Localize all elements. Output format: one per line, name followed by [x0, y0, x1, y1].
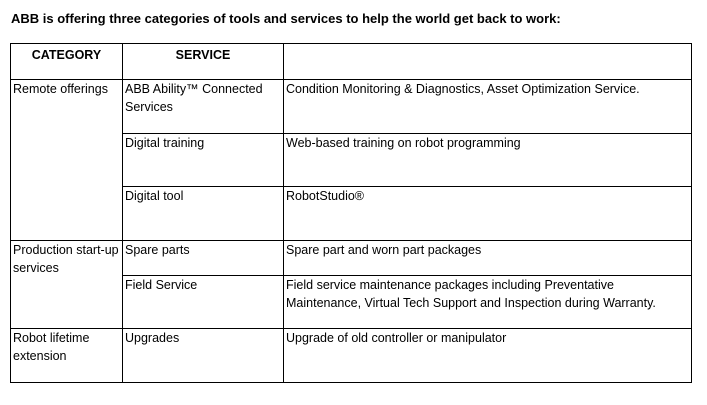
header-service: SERVICE: [123, 44, 284, 80]
description-cell: Field service maintenance packages including Preventative Maintenance, Virtual Tech Support and Inspection during Warranty.: [284, 276, 692, 329]
services-table: [10, 43, 692, 383]
page-heading: ABB is offering three categories of tools and services to help the world get back to work:: [11, 11, 561, 26]
category-cell: Remote offerings: [11, 80, 123, 241]
description-cell: RobotStudio®: [284, 187, 692, 241]
service-cell: Upgrades: [123, 329, 284, 383]
header-description: [284, 44, 692, 80]
service-cell: Digital training: [123, 134, 284, 187]
table-row: [11, 80, 692, 134]
header-category: CATEGORY: [11, 44, 123, 80]
category-cell: Robot lifetime extension: [11, 329, 123, 383]
table-row: [11, 329, 692, 383]
description-cell: Condition Monitoring & Diagnostics, Asset Optimization Service.: [284, 80, 692, 134]
description-cell: Web-based training on robot programming: [284, 134, 692, 187]
description-cell: Spare part and worn part packages: [284, 241, 692, 276]
service-cell: ABB Ability™ Connected Services: [123, 80, 284, 134]
category-cell: Production start-up services: [11, 241, 123, 329]
table-header-row: [11, 44, 692, 80]
table-row: [11, 241, 692, 276]
service-cell: Spare parts: [123, 241, 284, 276]
service-cell: Digital tool: [123, 187, 284, 241]
service-cell: Field Service: [123, 276, 284, 329]
description-cell: Upgrade of old controller or manipulator: [284, 329, 692, 383]
